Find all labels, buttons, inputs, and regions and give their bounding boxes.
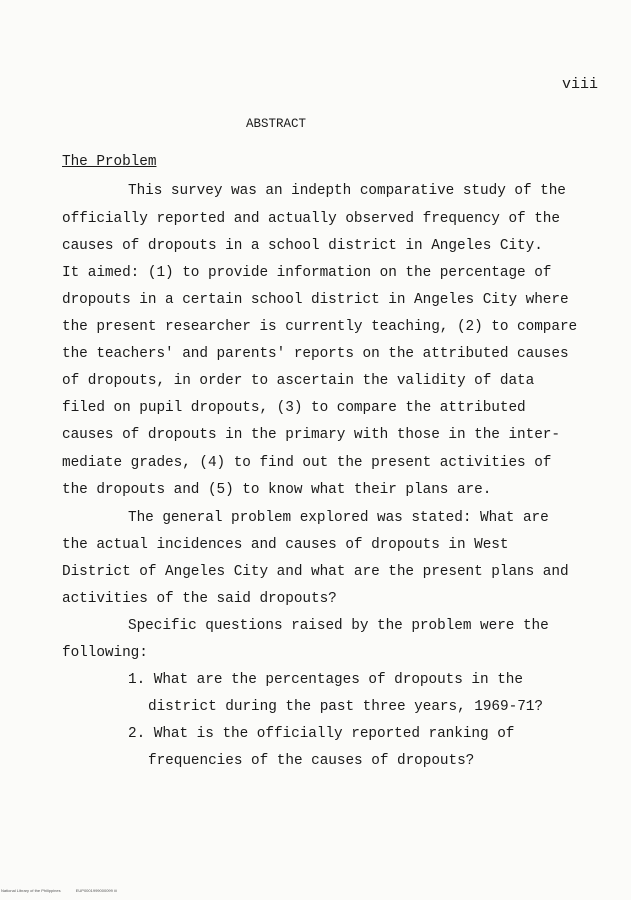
text-line: the present researcher is currently teaching, (2) to compare bbox=[62, 319, 578, 335]
text-line: causes of dropouts in the primary with those in the inter- bbox=[62, 427, 560, 443]
text-line: the teachers' and parents' reports on the attributed causes bbox=[62, 346, 569, 362]
list-item-continuation: district during the past three years, 1969-71? bbox=[148, 699, 543, 715]
text-line: activities of the said dropouts? bbox=[62, 591, 337, 607]
footer-code: EUP0001999000099 iii bbox=[75, 888, 117, 893]
text-line: Specific questions raised by the problem were the bbox=[128, 618, 549, 634]
text-line: filed on pupil dropouts, (3) to compare the attributed bbox=[62, 400, 526, 416]
text-line: It aimed: (1) to provide information on the percentage of bbox=[62, 265, 552, 281]
page-number: viii bbox=[562, 76, 599, 93]
text-line: officially reported and actually observed frequency of the bbox=[62, 211, 560, 227]
text-line: causes of dropouts in a school district in Angeles City. bbox=[62, 238, 543, 254]
text-line: dropouts in a certain school district in Angeles City where bbox=[62, 292, 569, 308]
section-heading: The Problem bbox=[62, 154, 157, 170]
abstract-title: ABSTRACT bbox=[246, 117, 307, 131]
text-line: The general problem explored was stated: What are bbox=[128, 510, 549, 526]
list-item-continuation: frequencies of the causes of dropouts? bbox=[148, 753, 475, 769]
footer bbox=[1, 888, 131, 893]
text-line: following: bbox=[62, 645, 148, 661]
list-item: 2. What is the officially reported ranking of bbox=[128, 726, 515, 742]
text-line: the actual incidences and causes of dropouts in West bbox=[62, 537, 509, 553]
text-line: District of Angeles City and what are the present plans and bbox=[62, 564, 569, 580]
text-line: This survey was an indepth comparative study of the bbox=[128, 183, 566, 199]
text-line: mediate grades, (4) to find out the present activities of bbox=[62, 455, 552, 471]
text-line: the dropouts and (5) to know what their plans are. bbox=[62, 482, 492, 498]
text-line: of dropouts, in order to ascertain the validity of data bbox=[62, 373, 535, 389]
list-item: 1. What are the percentages of dropouts in the bbox=[128, 672, 523, 688]
footer-library: National Library of the Philippines bbox=[1, 888, 61, 893]
